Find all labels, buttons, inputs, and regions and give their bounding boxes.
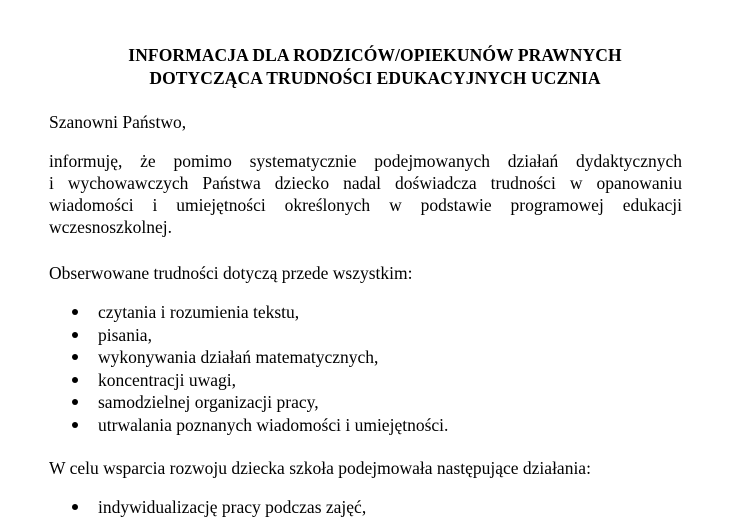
list-item — [49, 301, 448, 324]
list-item — [49, 391, 448, 414]
list-item — [49, 346, 448, 369]
bullet-icon — [72, 354, 78, 360]
list-item-text: samodzielnej organizacji pracy, — [98, 392, 319, 413]
bullet-icon — [72, 309, 78, 315]
greeting: Szanowni Państwo, — [49, 112, 187, 132]
support-list — [49, 496, 366, 519]
list-item-text: koncentracji uwagi, — [98, 369, 237, 390]
difficulties-heading: Obserwowane trudności dotyczą przede wszystkim: — [49, 263, 413, 283]
list-item-text: wykonywania działań matematycznych, — [98, 347, 379, 368]
bullet-icon — [72, 504, 78, 510]
document-title-line-2: DOTYCZĄCA TRUDNOŚCI EDUKACYJNYCH UCZNIA — [149, 68, 601, 88]
intro-line: wiadomości i umiejętności określonych w podstawie programowej edukacji — [49, 195, 682, 215]
list-item — [49, 496, 366, 519]
list-item — [49, 369, 448, 392]
bullet-icon — [72, 332, 78, 338]
bullet-icon — [72, 422, 78, 428]
bullet-icon — [72, 399, 78, 405]
intro-line: i wychowawczych Państwa dziecko nadal doświadcza trudności w opanowaniu — [49, 173, 682, 193]
list-item-text: indywidualizację pracy podczas zajęć, — [98, 497, 367, 517]
intro-line: informuję, że pomimo systematycznie podejmowanych działań dydaktycznych — [49, 151, 682, 171]
intro-paragraph — [49, 150, 682, 238]
list-item-text: czytania i rozumienia tekstu, — [98, 302, 300, 322]
list-item — [49, 324, 448, 347]
list-item — [49, 414, 448, 437]
list-item-text: pisania, — [98, 324, 152, 345]
list-item-text: utrwalania poznanych wiadomości i umiejętności. — [98, 414, 449, 435]
difficulties-list — [49, 301, 448, 437]
bullet-icon — [72, 377, 78, 383]
support-heading: W celu wsparcia rozwoju dziecka szkoła podejmowała następujące działania: — [49, 458, 591, 478]
document-title-line-1: INFORMACJA DLA RODZICÓW/OPIEKUNÓW PRAWNYCH — [128, 45, 622, 65]
intro-line: wczesnoszkolnej. — [49, 217, 172, 237]
